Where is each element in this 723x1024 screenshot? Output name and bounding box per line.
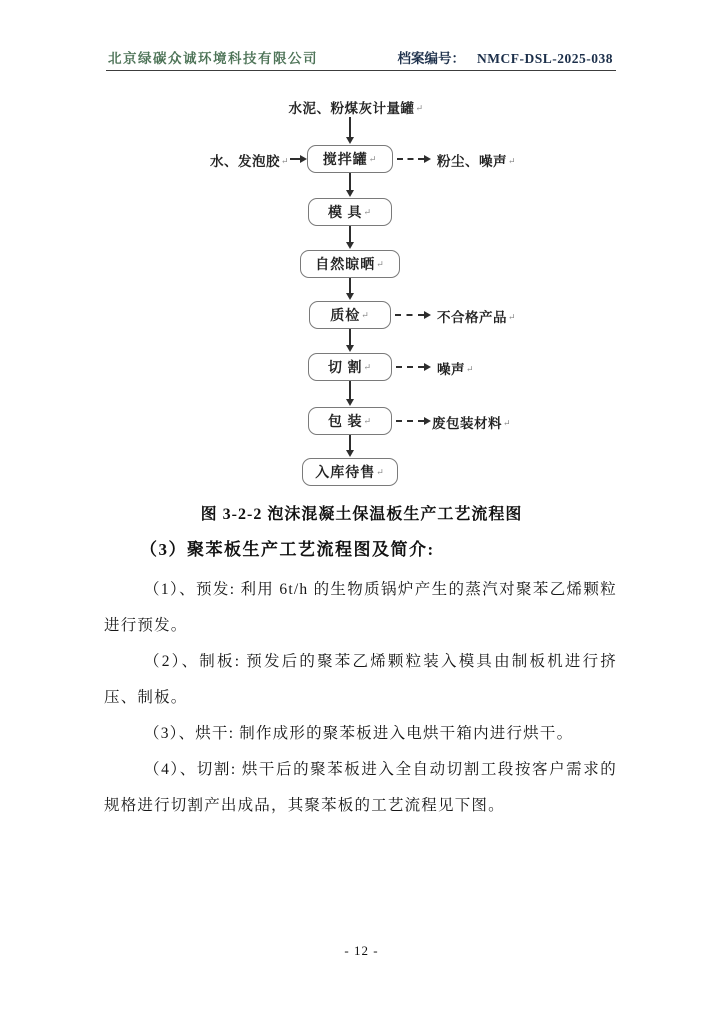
eol-mark: ↵ (363, 206, 373, 217)
down-arrow (349, 329, 351, 346)
section-heading: （3）聚苯板生产工艺流程图及简介: (140, 540, 435, 559)
archive-number: NMCF-DSL-2025-038 (477, 51, 613, 66)
down-arrow (349, 226, 351, 243)
body-paragraph: （4）、切割: 烘干后的聚苯板进入全自动切割工段按客户需求的规格进行切割产出成品，其聚苯板的工艺流程见下图。 (104, 761, 617, 814)
down-arrow (349, 381, 351, 400)
eol-mark: ↵ (503, 418, 512, 428)
flow-input-metering-tank: 水泥、粉煤灰计量罐↵ (288, 101, 424, 116)
down-arrow (349, 435, 351, 451)
figure-caption: 图 3-2-2 泡沫混凝土保温板生产工艺流程图 (200, 506, 523, 523)
flow-node-warehouse: 入库待售 ↵ (302, 458, 398, 486)
archive-number-group (398, 47, 614, 67)
flow-output-noise: 噪声↵ (437, 362, 475, 377)
dashed-arrow (396, 366, 424, 368)
body-paragraph: （2）、制板: 预发后的聚苯乙烯颗粒装入模具由制板机进行挤压、制板。 (104, 653, 617, 706)
down-arrow (349, 278, 351, 294)
flow-input-water-foam: 水、发泡胶↵ (209, 154, 289, 169)
flow-output-waste-packaging: 废包装材料↵ (432, 416, 512, 431)
body-paragraph: （3）、烘干: 制作成形的聚苯板进入电烘干箱内进行烘干。 (144, 725, 574, 742)
down-arrow (349, 173, 351, 191)
dashed-arrow (396, 420, 424, 422)
eol-mark: ↵ (415, 103, 424, 113)
input-arrow (290, 158, 300, 160)
eol-mark: ↵ (508, 312, 517, 322)
header-rule (106, 70, 616, 71)
eol-mark: ↵ (361, 309, 370, 320)
flow-output-rejects: 不合格产品↵ (437, 310, 517, 325)
eol-mark: ↵ (376, 258, 385, 269)
eol-mark: ↵ (363, 361, 373, 372)
company-name: 北京绿碳众诚环境科技有限公司 (108, 51, 318, 66)
body-text (104, 572, 617, 824)
eol-mark: ↵ (363, 415, 373, 426)
body-paragraph: （1）、预发: 利用 6t/h 的生物质锅炉产生的蒸汽对聚苯乙烯颗粒进行预发。 (104, 581, 617, 634)
eol-mark: ↵ (280, 156, 289, 166)
dashed-arrow (395, 314, 424, 316)
eol-mark: ↵ (376, 466, 385, 477)
process-flowchart (0, 95, 723, 500)
down-arrow (349, 117, 351, 138)
flow-node-packaging: 包 装 ↵ (308, 407, 392, 435)
page-number: - 12 - (344, 943, 379, 958)
flow-node-mixing-tank: 搅拌罐 ↵ (307, 145, 393, 173)
flow-output-dust-noise: 粉尘、噪声↵ (437, 154, 517, 169)
eol-mark: ↵ (508, 156, 517, 166)
flow-node-quality-check: 质检 ↵ (309, 301, 391, 329)
eol-mark: ↵ (368, 153, 378, 164)
dashed-arrow (397, 158, 424, 160)
eol-mark: ↵ (466, 364, 475, 374)
archive-number-label: 档案编号： (397, 51, 465, 66)
flow-node-natural-drying: 自然晾晒 ↵ (300, 250, 400, 278)
flow-node-cutting: 切 割 ↵ (308, 353, 392, 381)
flow-node-mold: 模 具 ↵ (308, 198, 392, 226)
